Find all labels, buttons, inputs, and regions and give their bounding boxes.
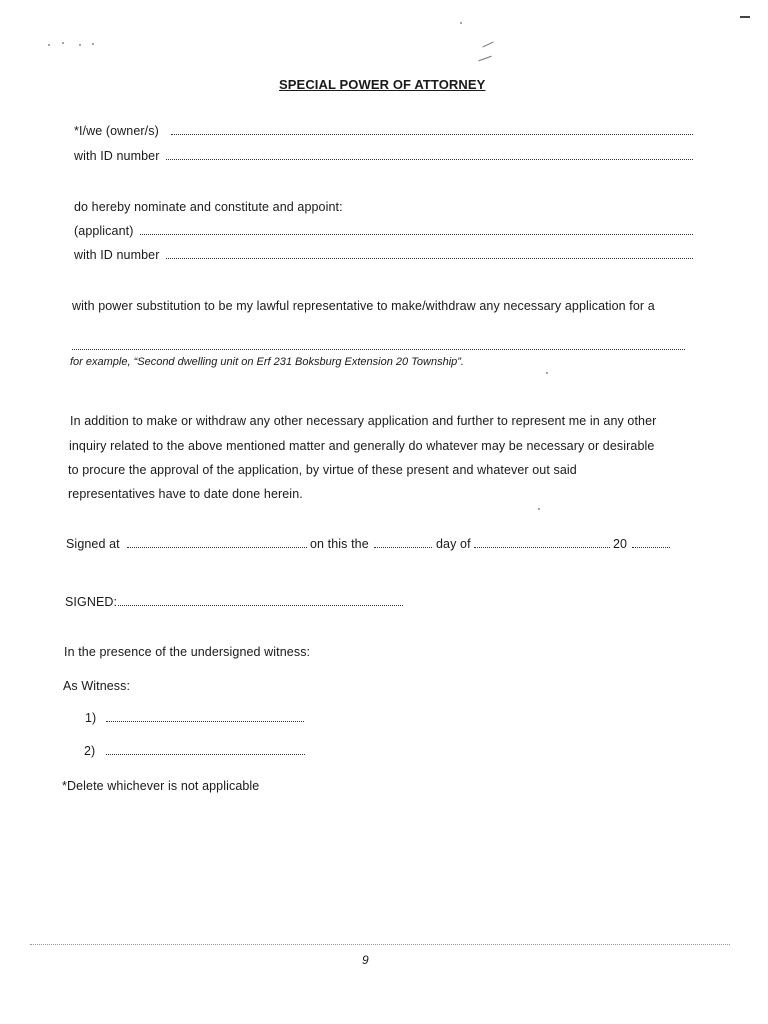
paragraph-line: to procure the approval of the application, by virtue of these present and whatever out said <box>68 463 577 477</box>
owner-label: *I/we (owner/s) <box>74 124 159 138</box>
witness-1-label: 1) <box>85 711 97 725</box>
day-of-label: day of <box>436 537 471 551</box>
owner-blank-line[interactable] <box>171 134 693 135</box>
scan-speck <box>79 44 81 46</box>
signed-at-label: Signed at <box>66 537 120 551</box>
power-text: with power substitution to be my lawful representative to make/withdraw any necessary application for a <box>72 299 655 313</box>
day-number-blank-line[interactable] <box>374 547 432 548</box>
application-blank-line[interactable] <box>72 349 685 350</box>
example-text: for example, “Second dwelling unit on Erf 231 Boksburg Extension 20 Township”. <box>70 356 464 368</box>
paragraph-line: inquiry related to the above mentioned matter and generally do whatever may be necessary or desirable <box>69 439 655 453</box>
on-this-the-label: on this the <box>310 537 369 551</box>
applicant-label: (applicant) <box>74 224 134 238</box>
paragraph-line: In addition to make or withdraw any other necessary application and further to represent me in any other <box>70 414 657 428</box>
applicant-blank-line[interactable] <box>140 234 693 235</box>
scan-speck <box>482 42 493 48</box>
witness-2-label: 2) <box>84 744 96 758</box>
year-blank-line[interactable] <box>632 547 670 548</box>
applicant-id-label: with ID number <box>74 248 160 262</box>
scan-speck <box>740 16 750 18</box>
scan-artifact-line <box>30 944 730 945</box>
document-title: SPECIAL POWER OF ATTORNEY <box>279 77 486 92</box>
scan-speck <box>62 42 64 44</box>
scan-speck <box>478 56 491 62</box>
signed-at-blank-line[interactable] <box>127 547 307 548</box>
witness-1-blank-line[interactable] <box>106 721 304 722</box>
year-prefix: 20 <box>613 537 628 551</box>
scan-speck <box>92 43 94 45</box>
month-blank-line[interactable] <box>474 547 610 548</box>
owner-id-label: with ID number <box>74 149 160 163</box>
signature-blank-line[interactable] <box>118 605 403 606</box>
presence-text: In the presence of the undersigned witness: <box>64 645 311 659</box>
page-number: 9 <box>362 953 369 967</box>
footnote: *Delete whichever is not applicable <box>62 779 260 793</box>
scan-speck <box>48 44 50 46</box>
scan-speck <box>460 22 462 24</box>
applicant-id-blank-line[interactable] <box>166 258 693 259</box>
witness-2-blank-line[interactable] <box>106 754 305 755</box>
signed-label: SIGNED: <box>65 595 118 609</box>
owner-id-blank-line[interactable] <box>166 159 693 160</box>
nominate-text: do hereby nominate and constitute and appoint: <box>74 200 343 214</box>
as-witness-label: As Witness: <box>63 679 131 693</box>
scan-speck <box>538 508 540 510</box>
scan-speck <box>546 372 548 374</box>
paragraph-line: representatives have to date done herein. <box>68 487 303 501</box>
